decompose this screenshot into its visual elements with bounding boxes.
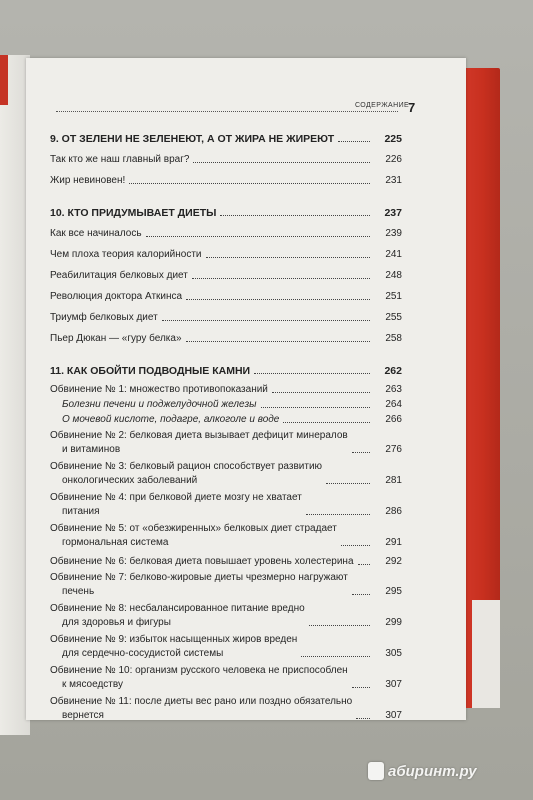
toc-entry: Обвинение № 2: белковая диета вызывает дефицит минералов и витаминов 276	[50, 430, 402, 455]
toc-entry: Жир невиновен! 231	[50, 175, 402, 186]
toc-entry: Пьер Дюкан — «гуру белка» 258	[50, 333, 402, 344]
toc-entry: Обвинение № 11: после диеты вес рано или поздно обязательно вернется 307	[50, 696, 402, 721]
watermark-logo-icon	[368, 762, 384, 780]
toc-entry: Обвинение № 9: избыток насыщенных жиров вреден для сердечно-сосудистой системы 305	[50, 634, 402, 659]
toc-entry: Обвинение № 5: от «обезжиренных» белковых диет страдает гормональная система 291	[50, 523, 402, 548]
toc-entry: Обвинение № 8: несбалансированное питание вредно для здоровья и фигуры 299	[50, 603, 402, 628]
left-cover-edge	[0, 55, 8, 105]
page-block-edge	[472, 600, 500, 708]
toc-entry: Обвинение № 3: белковый рацион способствует развитию онкологических заболеваний 281	[50, 461, 402, 486]
watermark-text: абиринт.ру	[388, 763, 477, 780]
toc-entry: Триумф белковых диет 255	[50, 312, 402, 323]
toc-subentry: Болезни печени и поджелудочной железы 264	[62, 399, 402, 410]
toc-section-heading: 10. КТО ПРИДУМЫВАЕТ ДИЕТЫ 237	[50, 207, 402, 219]
toc-section-heading: 11. КАК ОБОЙТИ ПОДВОДНЫЕ КАМНИ 262	[50, 365, 402, 377]
toc-entry: Обвинение № 10: организм русского человека не приспособлен к мясоедству 307	[50, 665, 402, 690]
toc-entry: Обвинение № 7: белково-жировые диеты чрезмерно нагружают печень 295	[50, 572, 402, 597]
toc-subentry: О мочевой кислоте, подагре, алкоголе и воде 266	[62, 414, 402, 425]
toc-entry: Чем плоха теория калорийности 241	[50, 249, 402, 260]
header-rule	[56, 111, 398, 112]
running-header: СОДЕРЖАНИЕ	[355, 102, 410, 109]
toc-entry: Реабилитация белковых диет 248	[50, 270, 402, 281]
toc-entry: Обвинение № 1: множество противопоказаний 263	[50, 384, 402, 395]
table-of-contents	[50, 120, 402, 724]
toc-section-heading: 9. ОТ ЗЕЛЕНИ НЕ ЗЕЛЕНЕЮТ, А ОТ ЖИРА НЕ ЖИРЕЮТ 225	[50, 133, 402, 145]
toc-entry: Обвинение № 4: при белковой диете мозгу не хватает питания 286	[50, 492, 402, 517]
toc-entry: Обвинение № 6: белковая диета повышает уровень холестерина 292	[50, 556, 402, 567]
toc-entry: Так кто же наш главный враг? 226	[50, 154, 402, 165]
toc-entry: Как все начиналось 239	[50, 228, 402, 239]
page-number: 7	[408, 100, 416, 115]
toc-entry: Революция доктора Аткинса 251	[50, 291, 402, 302]
